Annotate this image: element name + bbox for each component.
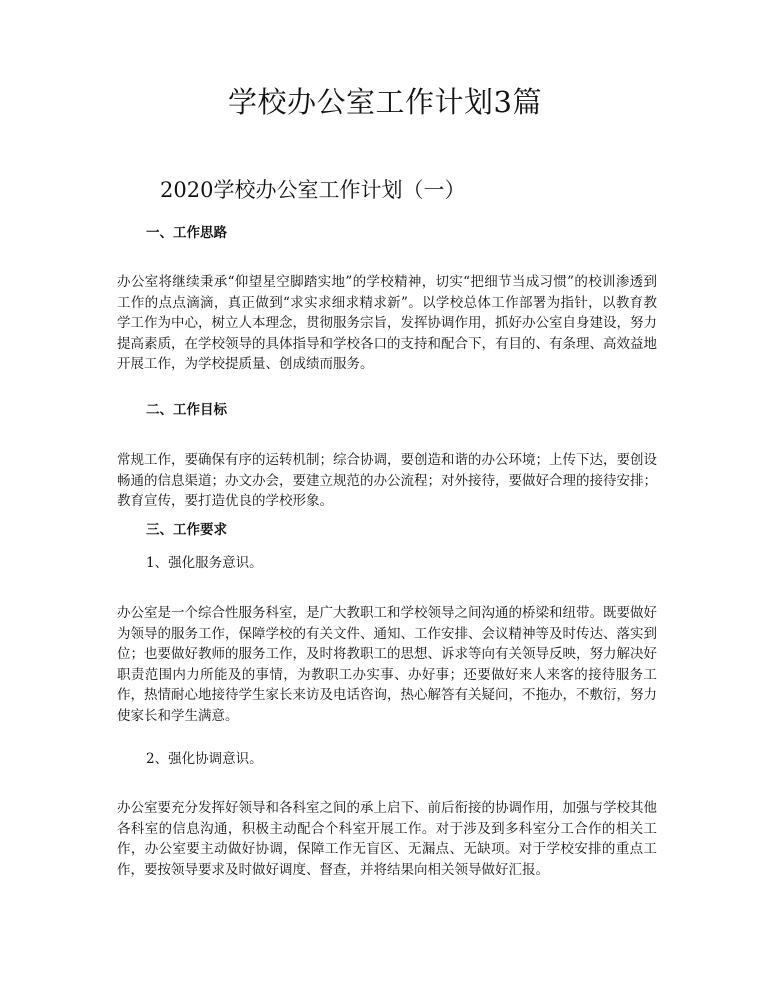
paragraph-service-awareness: 办公室是一个综合性服务科室，是广大教职工和学校领导之间沟通的桥梁和纽带。既要做好为领导的服务工作，保障学校的有关文件、通知、工作安排、会议精神等及时传达、落实到位；也要做好教师的服务工作，及时将教职工的思想、诉求等向有关领导反映，努力解决好职责范围内力所能及的事情，为教职工办实事、办好事；还要做好来人来客的接待服务工作，热情耐心地接待学生家长来访及电话咨询，热心解答有关疑问，不拖办，不敷衍，努力使家长和学生满意。 <box>117 605 657 724</box>
heading-work-requirements: 三、工作要求 <box>146 522 227 538</box>
section-title: 2020学校办公室工作计划（一） <box>160 178 466 202</box>
paragraph-work-approach: 办公室将继续秉承“仰望星空脚踏实地”的学校精神，切实“把细节当成习惯”的校训渗透到工作的点点滴滴，真正做到“求实求细求精求新”。以学校总体工作部署为指针，以教育教学工作为中心，树立人本理念，贯彻服务宗旨，发挥协调作用，抓好办公室自身建设，努力提高素质，在学校领导的具体指导和学校各口的支持和配合下，有目的、有条理、高效益地开展工作，为学校提质量、创成绩而服务。 <box>117 274 657 372</box>
heading-work-approach: 一、工作思路 <box>146 225 227 241</box>
heading-work-goals: 二、工作目标 <box>146 402 227 418</box>
paragraph-work-goals: 常规工作，要确保有序的运转机制；综合协调，要创造和谐的办公环境；上传下达，要创设畅通的信息渠道；办文办会，要建立规范的办公流程；对外接待，要做好合理的接待安排；教育宣传，要打造优良的学校形象。 <box>117 452 657 509</box>
subheading-service-awareness: 1、强化服务意识。 <box>146 555 263 571</box>
paragraph-coordination-awareness: 办公室要充分发挥好领导和各科室之间的承上启下、前后衔接的协调作用，加强与学校其他各科室的信息沟通，积极主动配合个科室开展工作。对于涉及到多科室分工合作的相关工作，办公室要主动做好协调，保障工作无盲区、无漏点、无缺项。对于学校安排的重点工作，要按领导要求及时做好调度、督查，并将结果向相关领导做好汇报。 <box>117 800 657 878</box>
document-title: 学校办公室工作计划3篇 <box>228 85 542 119</box>
subheading-coordination-awareness: 2、强化协调意识。 <box>146 751 263 767</box>
